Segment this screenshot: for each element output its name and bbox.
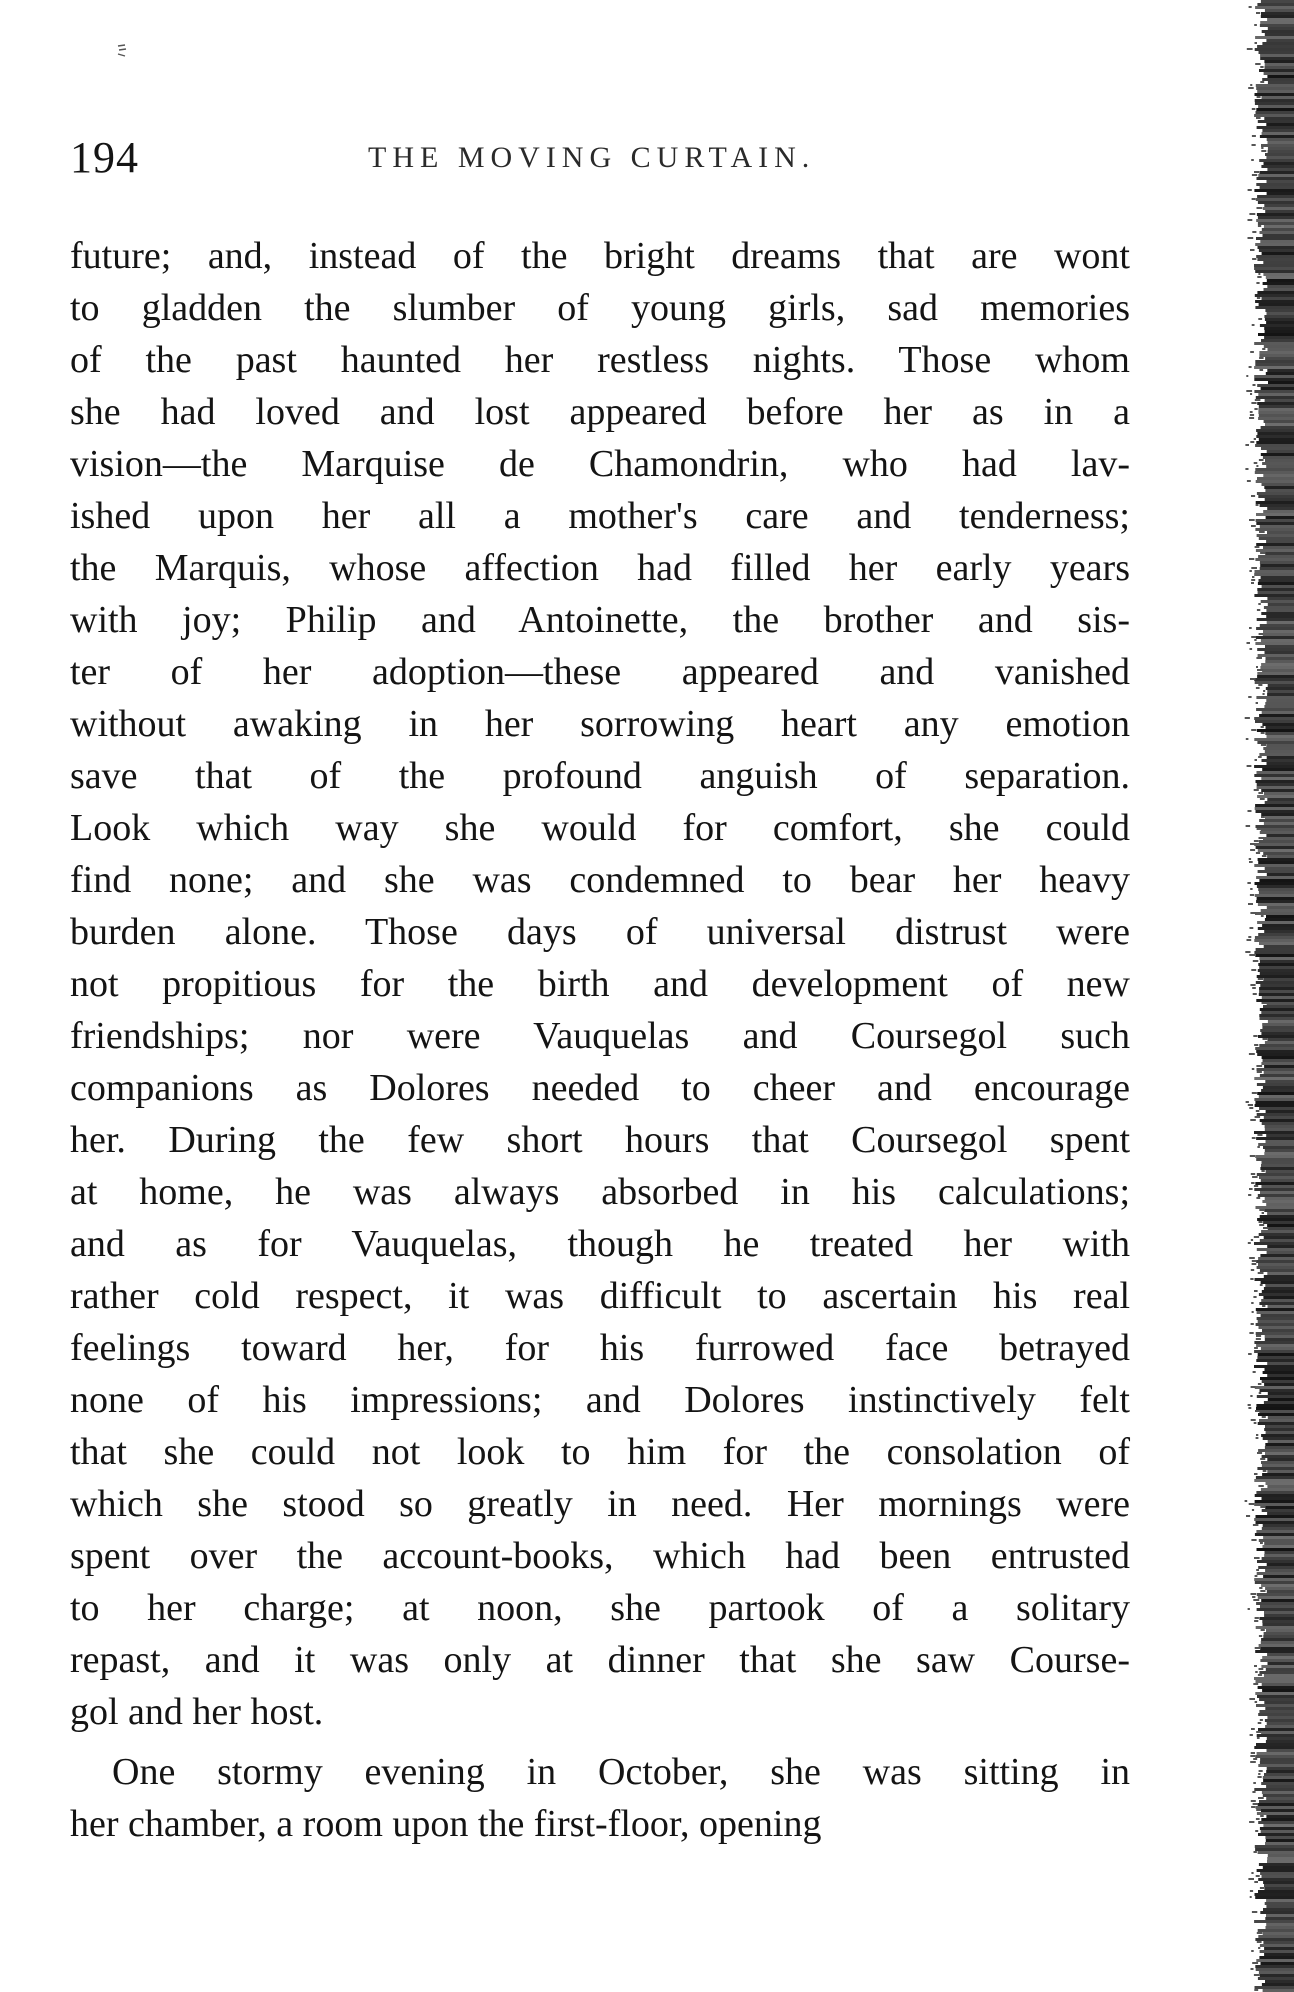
running-title: THE MOVING CURTAIN.	[368, 141, 816, 174]
text-line: none of his impressions; and Dolores instinctively felt	[70, 1379, 1130, 1421]
text-line: and as for Vauquelas, though he treated her with	[70, 1223, 1130, 1265]
text-line: to her charge; at noon, she partook of a solitary	[70, 1587, 1130, 1629]
text-line: gol and her host.	[70, 1691, 324, 1733]
text-line: to gladden the slumber of young girls, sad memories	[70, 287, 1130, 329]
text-line: of the past haunted her restless nights. Those whom	[70, 339, 1130, 381]
ink-speck	[116, 44, 128, 60]
text-line: with joy; Philip and Antoinette, the brother and sis-	[70, 599, 1130, 641]
page-number: 194	[70, 133, 139, 182]
text-line: the Marquis, whose affection had filled her early years	[70, 547, 1130, 589]
text-line: repast, and it was only at dinner that she saw Course-	[70, 1639, 1130, 1681]
text-line: her chamber, a room upon the first-floor, opening	[70, 1803, 822, 1845]
text-line: companions as Dolores needed to cheer and encourage	[70, 1067, 1130, 1109]
page-edge-binding	[1236, 0, 1294, 1992]
paragraph-gap	[70, 1738, 1130, 1746]
text-line: One stormy evening in October, she was sitting in	[112, 1751, 1130, 1793]
text-line: her. During the few short hours that Coursegol spent	[70, 1119, 1130, 1161]
text-line: that she could not look to him for the consolation of	[70, 1431, 1130, 1473]
text-line: future; and, instead of the bright dreams that are wont	[70, 235, 1130, 277]
text-line: vision—the Marquise de Chamondrin, who had lav-	[70, 443, 1130, 485]
text-line: save that of the profound anguish of separation.	[70, 755, 1130, 797]
text-line: spent over the account-books, which had been entrusted	[70, 1535, 1130, 1577]
paragraph	[70, 230, 1130, 1738]
text-line: which she stood so greatly in need. Her mornings were	[70, 1483, 1130, 1525]
text-line: at home, he was always absorbed in his calculations;	[70, 1171, 1130, 1213]
text-line: find none; and she was condemned to bear her heavy	[70, 859, 1130, 901]
text-line: rather cold respect, it was difficult to ascertain his real	[70, 1275, 1130, 1317]
text-line: feelings toward her, for his furrowed face betrayed	[70, 1327, 1130, 1369]
text-line: burden alone. Those days of universal distrust were	[70, 911, 1130, 953]
text-line: she had loved and lost appeared before her as in a	[70, 391, 1130, 433]
text-line: without awaking in her sorrowing heart any emotion	[70, 703, 1130, 745]
text-line: ter of her adoption—these appeared and vanished	[70, 651, 1130, 693]
page-header	[70, 128, 1130, 188]
text-line: ished upon her all a mother's care and tenderness;	[70, 495, 1130, 537]
body-text	[70, 230, 1130, 1850]
text-line: friendships; nor were Vauquelas and Coursegol such	[70, 1015, 1130, 1057]
text-line: Look which way she would for comfort, she could	[70, 807, 1130, 849]
text-line: not propitious for the birth and development of new	[70, 963, 1130, 1005]
paragraph	[70, 1746, 1130, 1850]
